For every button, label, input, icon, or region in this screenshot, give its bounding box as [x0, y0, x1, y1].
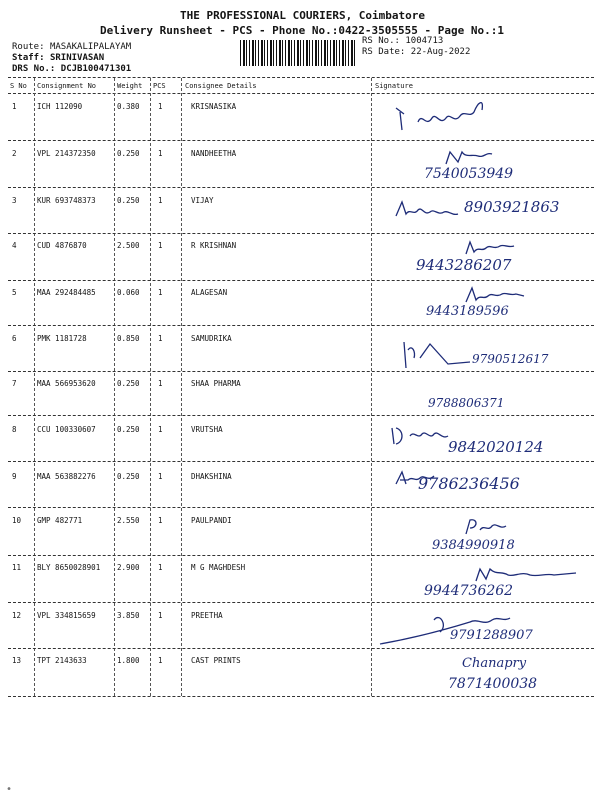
signature-scribble	[374, 608, 594, 648]
row-pcs: 1	[158, 516, 163, 525]
signature-name: Chanapry	[462, 656, 527, 671]
row-divider	[8, 140, 594, 141]
row-consignment: MAA 563882276	[37, 472, 96, 481]
company-title: THE PROFESSIONAL COURIERS, Coimbatore	[180, 9, 426, 22]
signature-scribble	[374, 468, 594, 508]
row-consignee: R KRISHNAN	[191, 241, 237, 250]
row-consignee: SHAA PHARMA	[191, 379, 241, 388]
row-sno: 7	[12, 379, 17, 388]
row-sno: 11	[12, 563, 22, 572]
rs-no-field	[362, 36, 443, 46]
row-consignee: M G MAGHDESH	[191, 563, 246, 572]
signature-scribble	[374, 238, 594, 280]
signature-phone: 9443189596	[426, 304, 509, 319]
signature-scribble	[374, 514, 594, 556]
signature-scribble	[374, 565, 594, 605]
signature-phone: 9842020124	[448, 438, 544, 456]
row-consignee: KRISNASIKA	[191, 102, 237, 111]
signature-scribble	[374, 148, 594, 190]
row-weight: 2.900	[117, 563, 140, 572]
rs-date-field	[362, 47, 470, 57]
row-weight: 2.550	[117, 516, 140, 525]
row-sno: 10	[12, 516, 22, 525]
row-divider	[8, 325, 594, 326]
row-divider	[8, 507, 594, 508]
row-weight: 2.500	[117, 241, 140, 250]
row-consignee: NANDHEETHA	[191, 149, 237, 158]
row-consignee: SAMUDRIKA	[191, 334, 232, 343]
row-weight: 0.250	[117, 149, 140, 158]
signature-scribble	[374, 334, 594, 372]
col-header-weight: Weight	[117, 82, 143, 90]
route-value: MASAKALIPALAYAM	[49, 42, 132, 52]
staff-field	[12, 53, 104, 63]
signature-scribble	[374, 194, 594, 230]
row-pcs: 1	[158, 472, 163, 481]
row-weight: 0.250	[117, 425, 140, 434]
signature-scribble	[374, 422, 594, 462]
row-pcs: 1	[158, 241, 163, 250]
row-consignment: PMK 1181728	[37, 334, 87, 343]
drs-field	[12, 64, 131, 74]
signature-scribble	[374, 396, 594, 416]
row-pcs: 1	[158, 656, 163, 665]
row-divider	[8, 187, 594, 188]
row-divider	[8, 648, 594, 649]
signature-phone: 9788806371	[428, 396, 505, 410]
column-divider	[114, 78, 115, 696]
row-consignment: VPL 334815659	[37, 611, 96, 620]
row-divider	[8, 461, 594, 462]
signature-phone: 8903921863	[464, 198, 560, 216]
rs-no-value: 1004713	[405, 36, 444, 46]
row-consignee: VIJAY	[191, 196, 214, 205]
row-weight: 0.250	[117, 472, 140, 481]
col-header-signature: Signature	[375, 82, 413, 90]
row-pcs: 1	[158, 425, 163, 434]
row-pcs: 1	[158, 196, 163, 205]
row-consignee: ALAGESAN	[191, 288, 228, 297]
staff-label: Staff:	[12, 53, 45, 63]
row-consignment: CCU 100330607	[37, 425, 96, 434]
row-consignment: CUD 4876870	[37, 241, 87, 250]
column-divider	[34, 78, 35, 696]
row-weight: 0.250	[117, 196, 140, 205]
rs-no-label: RS No.:	[362, 36, 400, 46]
row-sno: 2	[12, 149, 17, 158]
row-weight: 0.250	[117, 379, 140, 388]
row-consignment: ICH 112090	[37, 102, 83, 111]
row-consignee: CAST PRINTS	[191, 656, 241, 665]
row-consignment: KUR 693748373	[37, 196, 96, 205]
row-divider	[8, 233, 594, 234]
staff-value: SRINIVASAN	[49, 53, 105, 63]
row-sno: 12	[12, 611, 22, 620]
signature-scribble	[374, 656, 594, 700]
row-divider	[8, 555, 594, 556]
row-sno: 6	[12, 334, 17, 343]
row-consignment: MAA 292484485	[37, 288, 96, 297]
table-bottom-rule	[8, 696, 594, 697]
row-consignee: PAULPANDI	[191, 516, 232, 525]
signature-phone: 9384990918	[432, 538, 515, 553]
row-pcs: 1	[158, 563, 163, 572]
runsheet-title: Delivery Runsheet - PCS - Phone No.:0422-3505555 - Page No.:1	[100, 24, 504, 37]
signature-phone: 9944736262	[424, 583, 514, 599]
row-weight: 1.800	[117, 656, 140, 665]
scan-mark: •	[6, 784, 13, 795]
row-divider	[8, 415, 594, 416]
signature-phone: 7871400038	[448, 676, 538, 692]
row-consignee: PREETHA	[191, 611, 223, 620]
row-pcs: 1	[158, 149, 163, 158]
row-pcs: 1	[158, 334, 163, 343]
row-pcs: 1	[158, 288, 163, 297]
route-field	[12, 42, 131, 52]
row-divider	[8, 371, 594, 372]
row-divider	[8, 602, 594, 603]
barcode	[240, 40, 355, 66]
signature-scribble	[374, 88, 594, 134]
row-consignment: VPL 214372350	[37, 149, 96, 158]
col-header-sno: S No	[10, 82, 27, 90]
rs-date-value: 22-Aug-2022	[410, 47, 471, 57]
table-top-rule	[8, 77, 594, 78]
row-sno: 9	[12, 472, 17, 481]
column-divider	[181, 78, 182, 696]
row-divider	[8, 280, 594, 281]
row-sno: 8	[12, 425, 17, 434]
row-weight: 0.850	[117, 334, 140, 343]
row-sno: 5	[12, 288, 17, 297]
signature-phone: 9786236456	[418, 474, 520, 493]
signature-phone: 9790512617	[472, 352, 549, 366]
drs-value: DCJB100471301	[60, 64, 132, 74]
signature-phone: 9791288907	[450, 628, 533, 643]
row-pcs: 1	[158, 611, 163, 620]
route-label: Route:	[12, 42, 45, 52]
column-divider	[371, 78, 372, 696]
row-pcs: 1	[158, 379, 163, 388]
row-weight: 3.850	[117, 611, 140, 620]
column-divider	[150, 78, 151, 696]
row-pcs: 1	[158, 102, 163, 111]
row-weight: 0.380	[117, 102, 140, 111]
signature-phone: 7540053949	[424, 166, 514, 182]
rs-date-label: RS Date:	[362, 47, 406, 57]
row-sno: 13	[12, 656, 22, 665]
col-header-pcs: PCS	[153, 82, 166, 90]
col-header-consignee: Consignee Details	[185, 82, 257, 90]
row-consignment: MAA 566953620	[37, 379, 96, 388]
row-sno: 4	[12, 241, 17, 250]
col-header-consignment: Consignment No	[37, 82, 97, 90]
row-weight: 0.060	[117, 288, 140, 297]
signature-phone: 9443286207	[416, 256, 512, 274]
row-sno: 3	[12, 196, 17, 205]
row-consignment: TPT 2143633	[37, 656, 87, 665]
row-consignee: DHAKSHINA	[191, 472, 232, 481]
row-sno: 1	[12, 102, 17, 111]
signature-scribble	[374, 284, 594, 326]
row-consignment: BLY 8650028901	[37, 563, 101, 572]
row-consignment: GMP 482771	[37, 516, 83, 525]
row-consignee: VRUTSHA	[191, 425, 223, 434]
drs-label: DRS No.:	[12, 64, 56, 74]
